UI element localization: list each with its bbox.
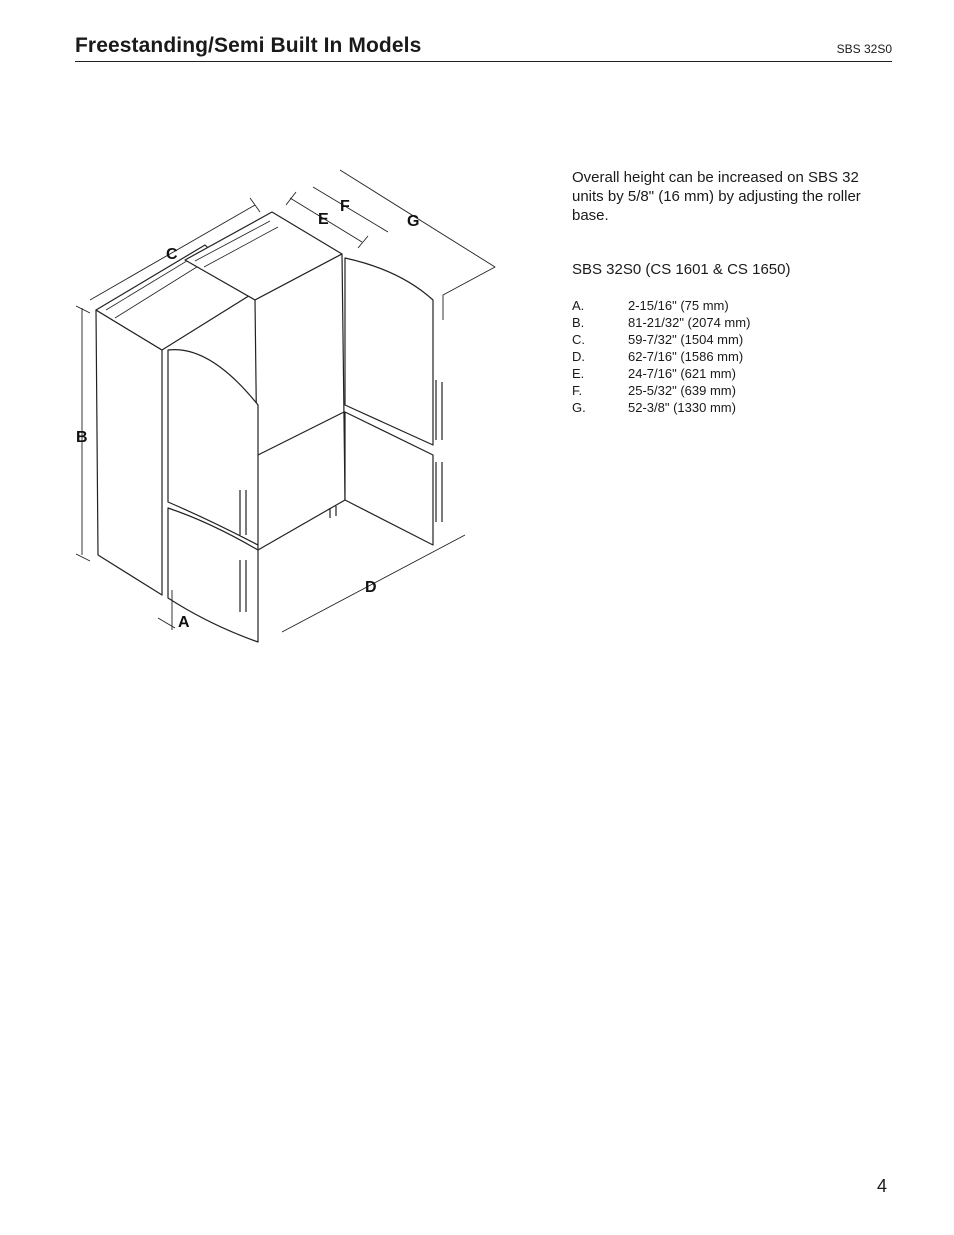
label-c: C bbox=[166, 246, 178, 263]
model-list: SBS 32S0 (CS 1601 & CS 1650) bbox=[572, 261, 791, 278]
dimension-letter: F. bbox=[572, 383, 583, 398]
dimension-letter: E. bbox=[572, 366, 585, 381]
label-g: G bbox=[407, 213, 420, 230]
dimension-letter: B. bbox=[572, 315, 585, 330]
dimension-row-a bbox=[572, 297, 750, 314]
dimension-value: 52-3/8" (1330 mm) bbox=[628, 400, 736, 415]
door-right-upper bbox=[345, 258, 433, 445]
model-number: SBS 32S0 bbox=[836, 42, 892, 56]
dimension-row-e bbox=[572, 365, 750, 382]
dimension-row-c bbox=[572, 331, 750, 348]
label-e: E bbox=[318, 211, 329, 228]
dimension-letter: D. bbox=[572, 349, 585, 364]
dimension-letter: C. bbox=[572, 332, 585, 347]
dimension-row-b bbox=[572, 314, 750, 331]
dimension-value: 59-7/32" (1504 mm) bbox=[628, 332, 744, 347]
label-b: B bbox=[76, 429, 88, 446]
dimension-row-g bbox=[572, 399, 750, 416]
dimension-letter: A. bbox=[572, 298, 585, 313]
dimension-value: 62-7/16" (1586 mm) bbox=[628, 349, 744, 364]
dimension-list bbox=[572, 297, 750, 416]
height-adjustment-note: Overall height can be increased on SBS 32 units by 5/8" (16 mm) by adjusting the roller base. bbox=[572, 169, 861, 224]
cabinet-front-right bbox=[255, 254, 345, 550]
label-d: D bbox=[365, 579, 377, 596]
page-header bbox=[75, 34, 892, 62]
dim-line-a bbox=[158, 590, 175, 630]
dimension-value: 25-5/32" (639 mm) bbox=[628, 383, 736, 398]
dimension-value: 2-15/16" (75 mm) bbox=[628, 298, 729, 313]
label-f: F bbox=[340, 198, 350, 215]
page-number: 4 bbox=[877, 1176, 888, 1196]
refrigerator-dimension-diagram bbox=[60, 150, 510, 650]
cabinet-left-side bbox=[96, 310, 162, 595]
dimension-value: 81-21/32" (2074 mm) bbox=[628, 315, 751, 330]
dimension-letter: G. bbox=[572, 400, 586, 415]
page-title: Freestanding/Semi Built In Models bbox=[75, 34, 422, 57]
dimension-row-d bbox=[572, 348, 750, 365]
label-a: A bbox=[178, 614, 190, 631]
dimension-value: 24-7/16" (621 mm) bbox=[628, 366, 736, 381]
dimension-row-f bbox=[572, 382, 750, 399]
